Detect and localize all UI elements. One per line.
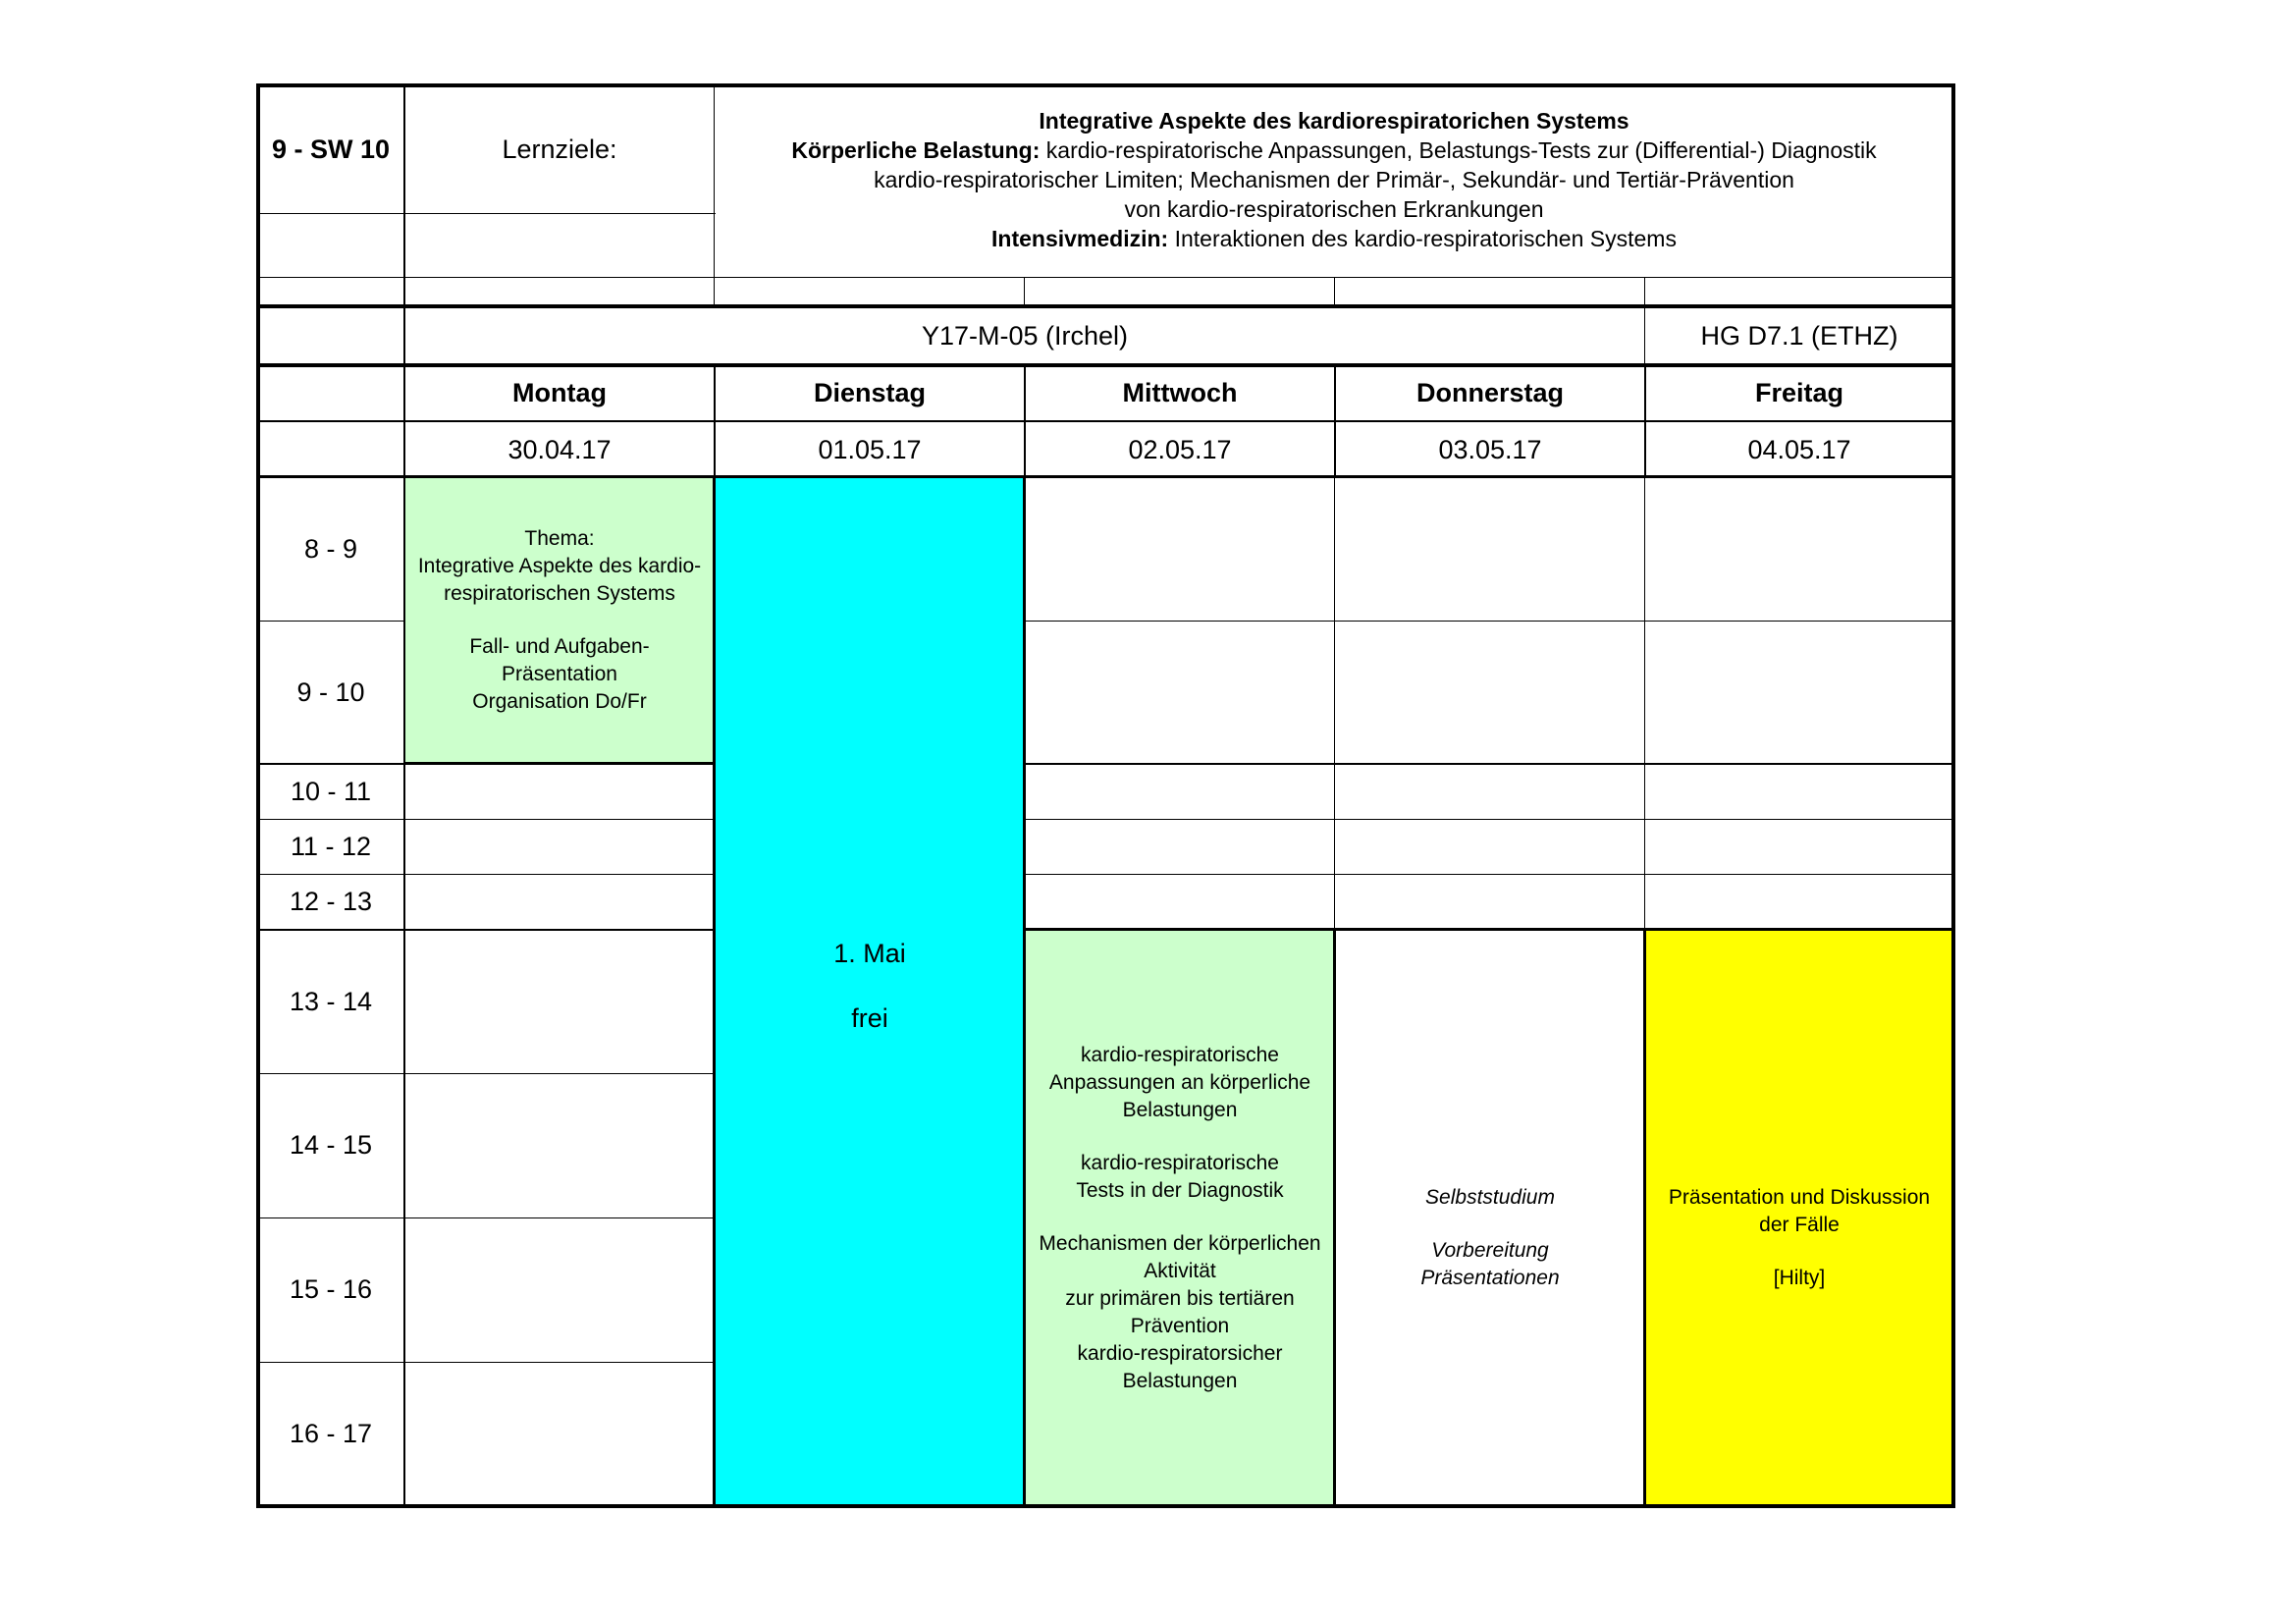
line-gap xyxy=(1669,1239,1930,1265)
event-line: [Hilty] xyxy=(1773,1266,1826,1289)
date-mittwoch: 02.05.17 xyxy=(1128,434,1232,464)
time-slot: 15 - 16 xyxy=(289,1274,373,1304)
grid-line xyxy=(714,365,716,477)
event-dienstag-frei xyxy=(715,477,1025,1506)
objective-line xyxy=(791,135,1876,165)
room-friday: HG D7.1 (ETHZ) xyxy=(1700,320,1898,351)
grid-line xyxy=(404,819,715,820)
lernziele-label: Lernziele: xyxy=(502,134,617,164)
grid-line xyxy=(258,1362,405,1363)
objective-text: von kardio-respiratorischen Erkrankungen xyxy=(1124,195,1544,222)
event-mittwoch-text xyxy=(1039,1042,1320,1395)
grid-line xyxy=(1334,277,1335,306)
time-slot: 9 - 10 xyxy=(296,676,365,707)
event-line: Präsentation xyxy=(502,663,617,685)
grid-line xyxy=(1024,277,1025,306)
learning-objectives xyxy=(715,98,1953,260)
time-slot: 12 - 13 xyxy=(289,887,373,916)
event-line: Thema: xyxy=(524,527,595,550)
time-slot: 16 - 17 xyxy=(289,1419,373,1448)
grid-line xyxy=(1025,621,1953,622)
grid-line xyxy=(258,420,1953,422)
line-gap xyxy=(418,608,701,633)
event-dienstag-subtitle: frei xyxy=(851,1003,888,1033)
event-line: Prävention xyxy=(1130,1314,1230,1337)
day-header-mittwoch: Mittwoch xyxy=(1122,378,1238,407)
day-header-dienstag: Dienstag xyxy=(813,378,927,407)
grid-line xyxy=(1644,365,1646,477)
event-line: Präsentationen xyxy=(1420,1266,1560,1289)
grid-line-thick xyxy=(1643,930,1646,1506)
grid-line-thick xyxy=(713,477,716,1506)
grid-line xyxy=(404,929,715,931)
objective-line xyxy=(991,224,1677,253)
event-line: kardio-respiratorsicher xyxy=(1077,1341,1283,1365)
objective-text: kardio-respiratorische Anpassungen, Belastungs-Tests zur (Differential-) Diagnostik xyxy=(1040,136,1877,163)
grid-line-thick xyxy=(1023,477,1026,1506)
grid-line xyxy=(258,475,1953,478)
event-line: respiratorischen Systems xyxy=(444,582,675,605)
event-line: Belastungen xyxy=(1122,1098,1238,1121)
grid-line xyxy=(1025,763,1953,765)
objective-line xyxy=(1125,194,1544,224)
objective-line xyxy=(874,165,1794,194)
event-montag-thema xyxy=(404,477,715,764)
time-slot: 11 - 12 xyxy=(290,831,372,861)
event-donnerstag-text xyxy=(1420,1184,1559,1292)
grid-line xyxy=(258,819,405,820)
event-donnerstag-pm xyxy=(1335,930,1645,1506)
objective-line xyxy=(1039,106,1629,135)
objective-text: Interaktionen des kardio-respiratorischen Systems xyxy=(1168,225,1677,251)
event-line: Präsentation und Diskussion xyxy=(1668,1185,1931,1209)
date-freitag: 04.05.17 xyxy=(1747,434,1851,464)
event-line: zur primären bis tertiären xyxy=(1065,1286,1295,1310)
event-mittwoch-pm xyxy=(1025,930,1335,1506)
event-line: kardio-respiratorische xyxy=(1081,1151,1279,1174)
time-slot: 13 - 14 xyxy=(289,986,373,1016)
event-line: Integrative Aspekte des kardio- xyxy=(417,555,702,577)
grid-line xyxy=(258,213,716,214)
grid-line xyxy=(258,1217,405,1218)
grid-line xyxy=(714,85,715,307)
grid-line xyxy=(1334,477,1335,930)
time-slot: 10 - 11 xyxy=(290,776,372,806)
week-label: 9 - SW 10 xyxy=(271,134,391,164)
event-line: Selbststudium xyxy=(1425,1185,1555,1209)
event-dienstag-title: 1. Mai xyxy=(833,939,906,968)
event-freitag-pm xyxy=(1645,930,1953,1506)
grid-line-thick xyxy=(256,363,1955,367)
grid-line-thick xyxy=(256,304,1955,308)
time-slot: 14 - 15 xyxy=(289,1130,373,1160)
event-montag-text xyxy=(418,525,701,716)
event-line: Mechanismen der körperlichen xyxy=(1039,1231,1321,1255)
objective-bold: Intensivmedizin: xyxy=(991,225,1169,251)
line-gap xyxy=(1039,1205,1320,1230)
time-slot: 8 - 9 xyxy=(303,533,358,564)
border-bottom xyxy=(256,1504,1955,1508)
objective-text: kardio-respiratorischer Limiten; Mechanismen der Primär-, Sekundär- und Tertiär-Prävention xyxy=(874,166,1794,192)
grid-line xyxy=(404,1362,715,1363)
day-header-montag: Montag xyxy=(512,378,607,407)
grid-line-thick xyxy=(1025,928,1953,931)
event-line: Anpassungen an körperliche xyxy=(1048,1070,1311,1094)
event-line: Organisation Do/Fr xyxy=(472,690,647,713)
day-header-donnerstag: Donnerstag xyxy=(1415,378,1565,407)
line-gap xyxy=(1420,1212,1559,1237)
grid-line xyxy=(403,85,405,1506)
grid-line-thick xyxy=(404,762,715,765)
grid-line xyxy=(404,1217,715,1218)
grid-line xyxy=(404,874,715,875)
objective-bold: Körperliche Belastung: xyxy=(791,136,1041,163)
border-top xyxy=(256,83,1955,87)
grid-line xyxy=(258,874,405,875)
line-gap xyxy=(1039,1124,1320,1150)
grid-line xyxy=(404,1073,715,1074)
date-donnerstag: 03.05.17 xyxy=(1438,434,1542,464)
grid-line xyxy=(1025,819,1953,820)
grid-line xyxy=(1024,365,1026,477)
grid-line xyxy=(1334,365,1336,477)
grid-line xyxy=(258,277,1953,278)
date-dienstag: 01.05.17 xyxy=(818,434,922,464)
grid-line xyxy=(258,1073,405,1074)
objective-bold: Integrative Aspekte des kardiorespiratorichen Systems xyxy=(1039,107,1629,134)
event-line: Vorbereitung xyxy=(1431,1238,1549,1262)
day-header-freitag: Freitag xyxy=(1754,378,1844,407)
grid-line-thick xyxy=(1333,930,1336,1506)
grid-line xyxy=(258,929,405,931)
event-line: Tests in der Diagnostik xyxy=(1076,1178,1284,1202)
border-left xyxy=(256,83,260,1508)
event-line: Fall- und Aufgaben- xyxy=(469,635,650,658)
event-line: Aktivität xyxy=(1144,1259,1216,1282)
grid-line xyxy=(1644,477,1645,930)
border-right xyxy=(1951,83,1955,1508)
date-montag: 30.04.17 xyxy=(507,434,612,464)
grid-line xyxy=(1644,277,1645,365)
grid-line xyxy=(258,763,405,765)
event-line: kardio-respiratorische xyxy=(1081,1043,1279,1066)
event-freitag-text xyxy=(1669,1184,1930,1292)
grid-line xyxy=(258,621,405,622)
room-main: Y17-M-05 (Irchel) xyxy=(921,320,1129,351)
event-line: der Fälle xyxy=(1759,1213,1840,1236)
event-line: Belastungen xyxy=(1122,1369,1238,1392)
grid-line xyxy=(1025,874,1953,875)
